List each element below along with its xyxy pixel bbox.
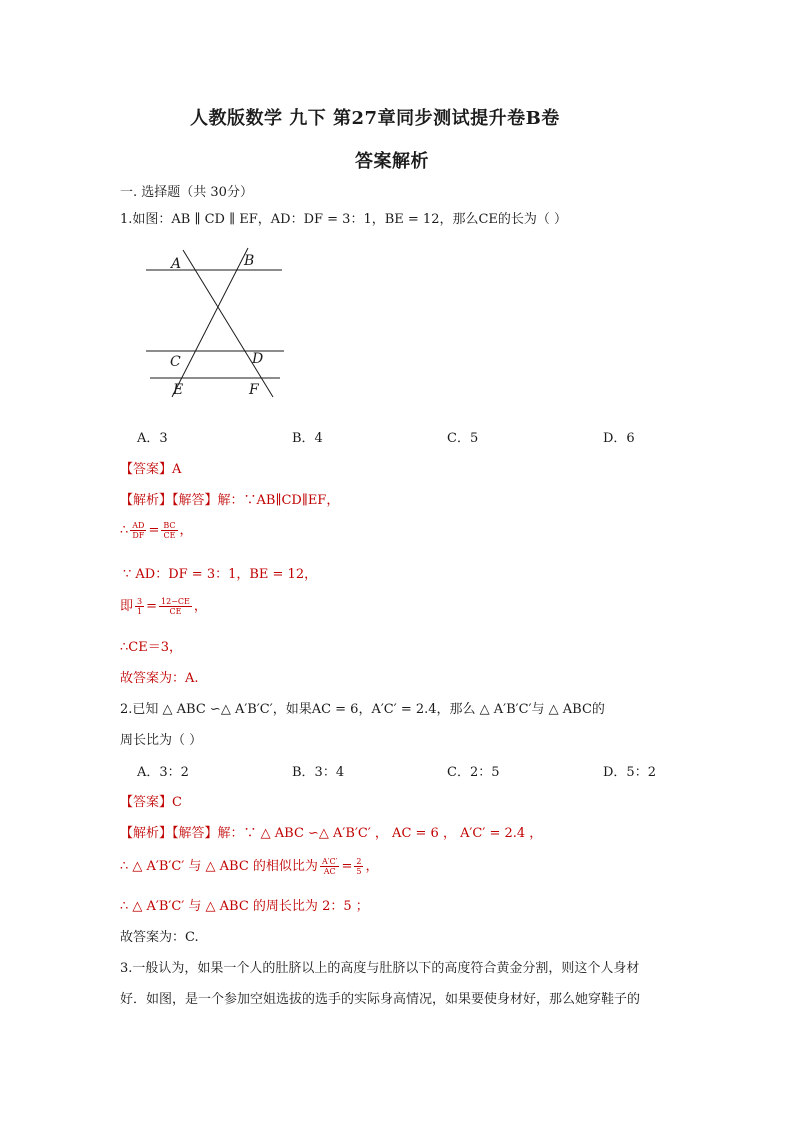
q1-option-c: C．5 <box>447 431 479 446</box>
q2-option-d: D．5：2 <box>603 765 656 780</box>
q1-conclusion: 故答案为：A. <box>120 671 199 686</box>
q1-option-d: D．6 <box>603 431 635 446</box>
section-heading: 一. 选择题（共 30分） <box>120 185 253 200</box>
q1-step1: ∴ $\frac{AD}{DF}$ = $\frac{BC}{CE}$ ， <box>120 521 193 540</box>
label-c: C <box>170 354 181 370</box>
fraction-ad-df: $\frac{AD}{DF}$ <box>132 521 145 540</box>
q1-step4: ∴CE＝3， <box>120 640 182 655</box>
fraction-bc-ce: $\frac{BC}{CE}$ <box>163 521 176 540</box>
q2-stem-line2: 周长比为（ ） <box>120 733 203 748</box>
label-d: D <box>252 351 264 367</box>
q2-option-a: A．3：2 <box>137 765 189 780</box>
q2-conclusion: 故答案为：C. <box>120 930 199 945</box>
q1-step1-prefix: ∴ <box>120 523 129 538</box>
document-subtitle: 答案解析 <box>355 151 429 172</box>
label-e: E <box>173 382 184 398</box>
q2-analysis-head: 【解析】【解答】解：∵ △ ABC ∽△ A′B′C′ ， AC = 6 ， A′C′ = 2.4 ， <box>120 826 543 841</box>
q3-line1: 3.一般认为，如果一个人的肚脐以上的高度与肚脐以下的高度符合黄金分割，则这个人身材 <box>120 961 640 976</box>
q2-answer: 【答案】C <box>120 795 182 810</box>
q1-stem: 1.如图：AB ∥ CD ∥ EF，AD：DF = 3：1，BE = 12，那么CE的长为（ ） <box>120 212 568 227</box>
q3-line2: 好．如图，是一个参加空姐选拔的选手的实际身高情况，如果要使身材好，那么她穿鞋子的 <box>120 992 641 1007</box>
transversal-af <box>183 250 273 397</box>
q1-parallel-lines-figure <box>140 245 290 405</box>
label-f: F <box>249 382 259 398</box>
q2-step2: ∴ △ A′B′C′ 与 △ ABC 的周长比为 2：5 ； <box>120 899 369 914</box>
q1-step2: ∵ AD：DF = 3：1，BE = 12， <box>123 567 318 582</box>
q1-analysis-head: 【解析】【解答】解：∵AB∥CD∥EF， <box>120 493 340 508</box>
fraction-ac-prime-ac: $\frac{A'C'}{AC}$ <box>321 857 338 876</box>
label-b: B <box>244 253 255 269</box>
q1-answer: 【答案】A <box>120 462 182 477</box>
fraction-3-1: $\frac{3}{1}$ <box>137 597 143 616</box>
fraction-12-ce: $\frac{12-CE}{CE}$ <box>161 597 190 616</box>
q1-step3: 即 $\frac{3}{1}$ = $\frac{12-CE}{CE}$ ， <box>120 597 207 616</box>
q1-option-a: A．3 <box>137 431 168 446</box>
q1-option-b: B．4 <box>292 431 323 446</box>
q2-step1: ∴ △ A′B′C′ 与 △ ABC 的相似比为 $\frac{A'C'}{AC}$ = $\frac{2}{5}$ ， <box>120 857 379 876</box>
q2-option-c: C．2：5 <box>447 765 500 780</box>
q2-stem-line1: 2.已知 △ ABC ∽△ A′B′C′，如果AC = 6，A′C′ = 2.4，那么 △ A′B′C′与 △ ABC的 <box>120 702 605 717</box>
label-a: A <box>171 256 182 272</box>
document-title: 人教版数学 九下 第27章同步测试提升卷B卷 <box>190 108 560 129</box>
fraction-2-5: $\frac{2}{5}$ <box>356 857 362 876</box>
q2-option-b: B．3：4 <box>292 765 345 780</box>
